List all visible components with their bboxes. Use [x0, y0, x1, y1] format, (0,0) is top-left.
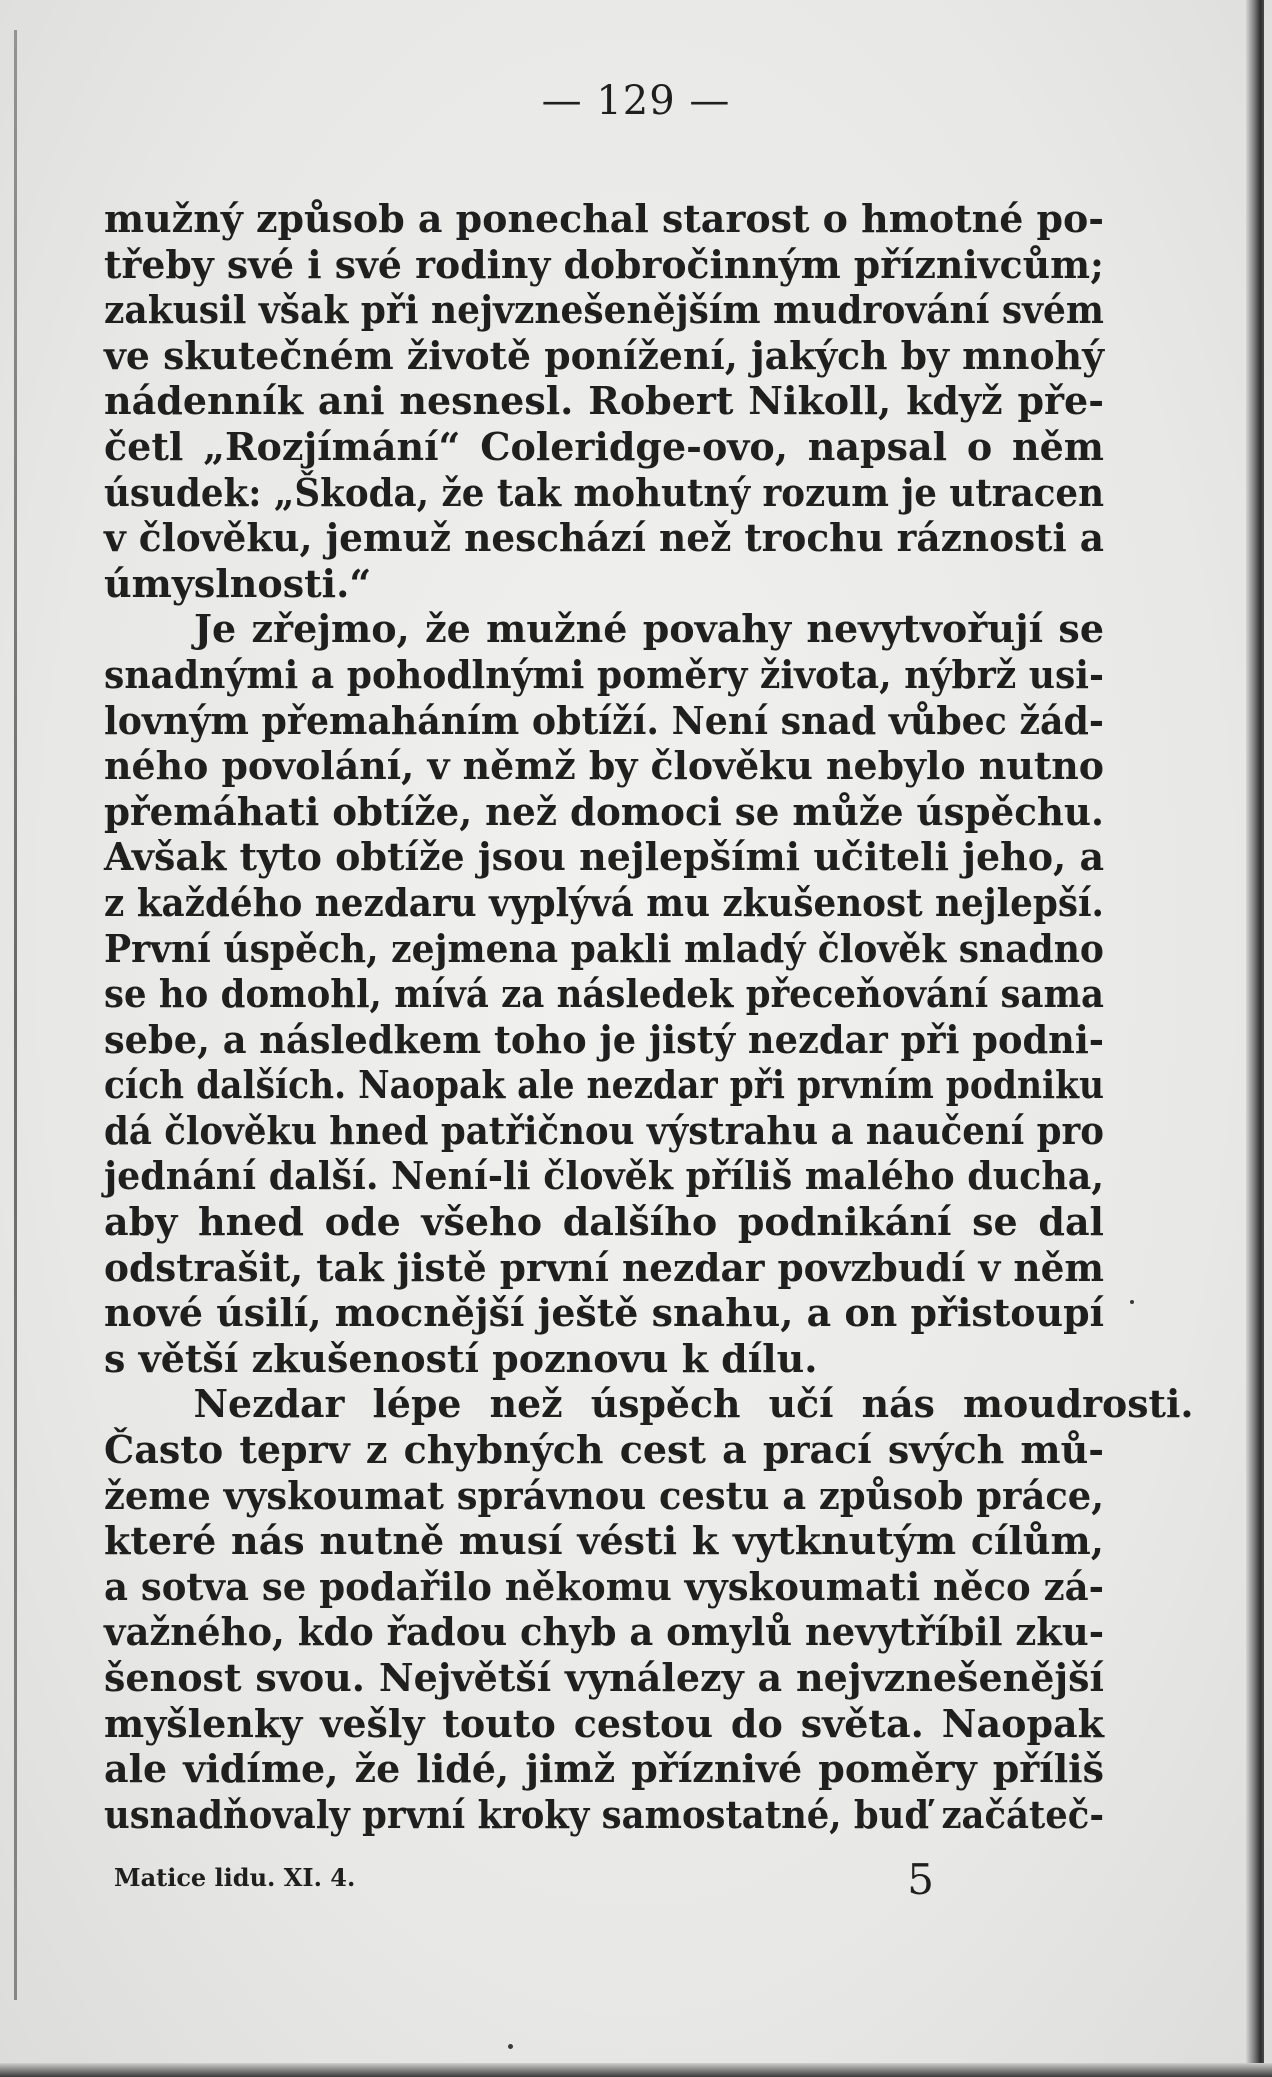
text-line: a sotva se podařilo někomu vyskoumati něco zá- [104, 1563, 1105, 1609]
text-line: ale vidíme, že lidé, jimž příznivé poměry příliš [104, 1746, 1104, 1792]
body-text [104, 196, 1194, 1837]
text-line: usnadňovaly první kroky samostatné, buď začáteč- [104, 1791, 1105, 1837]
text-line: třeby své i své rodiny dobročinným příznivcům; [104, 241, 1104, 287]
text-line: s větší zkušeností poznovu k dílu. [104, 1335, 818, 1381]
paragraph-3 [104, 1381, 1194, 1837]
paragraph-1 [104, 196, 1104, 606]
page-number-header: — 129 — [541, 78, 731, 124]
text-line: dá člověku hned patřičnou výstrahu a naučení pro [104, 1107, 1104, 1153]
text-line: mužný způsob a ponechal starost o hmotné po- [104, 196, 1105, 241]
paragraph-2 [104, 606, 1104, 1381]
text-line: snadnými a pohodlnými poměry života, nýbrž usi- [104, 651, 1104, 697]
text-line: šenost svou. Největší vynálezy a nejvznešenější [104, 1655, 1104, 1700]
text-line: zakusil však při nejvznešenějším mudrování svém [104, 287, 1104, 333]
print-speck [1130, 1300, 1134, 1304]
text-line: nádenník ani nesnesl. Robert Nikoll, když pře- [104, 378, 1104, 424]
printer-signature: Matice lidu. XI. 4. [114, 1863, 356, 1892]
sheet-number: 5 [907, 1855, 934, 1904]
page-footer [114, 1855, 934, 1915]
text-line: myšlenky vešly touto cestou do světa. Naopak [104, 1700, 1104, 1746]
text-line: nové úsilí, mocnější ještě snahu, a on přistoupí [104, 1290, 1104, 1336]
text-line: žeme vyskoumat správnou cestu a způsob práce, [104, 1472, 1105, 1518]
text-line: ve skutečném životě ponížení, jakých by mnohý [104, 332, 1105, 378]
text-line: úmyslnosti.“ [104, 560, 372, 606]
text-line: aby hned ode všeho dalšího podnikání se dal [104, 1199, 1104, 1245]
page-left-edge [14, 30, 17, 2000]
text-line: cích dalších. Naopak ale nezdar při prvním podniku [104, 1062, 1105, 1108]
text-line: sebe, a následkem toho je jistý nezdar při podni- [104, 1016, 1105, 1062]
text-line: četl „Rozjímání“ Coleridge-ovo, napsal o něm [104, 423, 1104, 469]
text-line: které nás nutně musí vésti k vytknutým cílům, [104, 1518, 1104, 1564]
text-line: jednání další. Není-li člověk příliš malého ducha, [104, 1153, 1105, 1199]
text-line: z každého nezdaru vyplývá mu zkušenost nejlepší. [104, 879, 1104, 925]
page-bottom-edge [0, 2063, 1272, 2077]
text-line: úsudek: „Škoda, že tak mohutný rozum je utracen [104, 469, 1105, 515]
text-line: odstrašit, tak jistě první nezdar povzbudí v něm [104, 1244, 1105, 1290]
text-line: se ho domohl, mívá za následek přeceňování sama [104, 971, 1105, 1017]
text-line: v člověku, jemuž neschází než trochu ráznosti a [104, 515, 1104, 561]
text-line: Avšak tyto obtíže jsou nejlepšími učiteli jeho, a [104, 834, 1105, 880]
print-speck [508, 2044, 513, 2049]
text-line: važného, kdo řadou chyb a omylů nevytříbil zku- [104, 1609, 1105, 1655]
text-line: lovným přemaháním obtíží. Není snad vůbec žád- [104, 697, 1104, 743]
page-right-edge [1246, 0, 1264, 2077]
text-line: Často teprv z chybných cest a prací svých mů- [104, 1427, 1104, 1473]
text-line: První úspěch, zejmena pakli mladý člověk snadno [104, 925, 1104, 971]
text-line: přemáhati obtíže, než domoci se může úspěchu. [104, 788, 1104, 834]
text-line: Nezdar lépe než úspěch učí nás moudrosti. [193, 1381, 1194, 1427]
text-line: ného povolání, v němž by člověku nebylo nutno [104, 743, 1105, 789]
text-line: Je zřejmo, že mužné povahy nevytvořují se [194, 606, 1104, 652]
